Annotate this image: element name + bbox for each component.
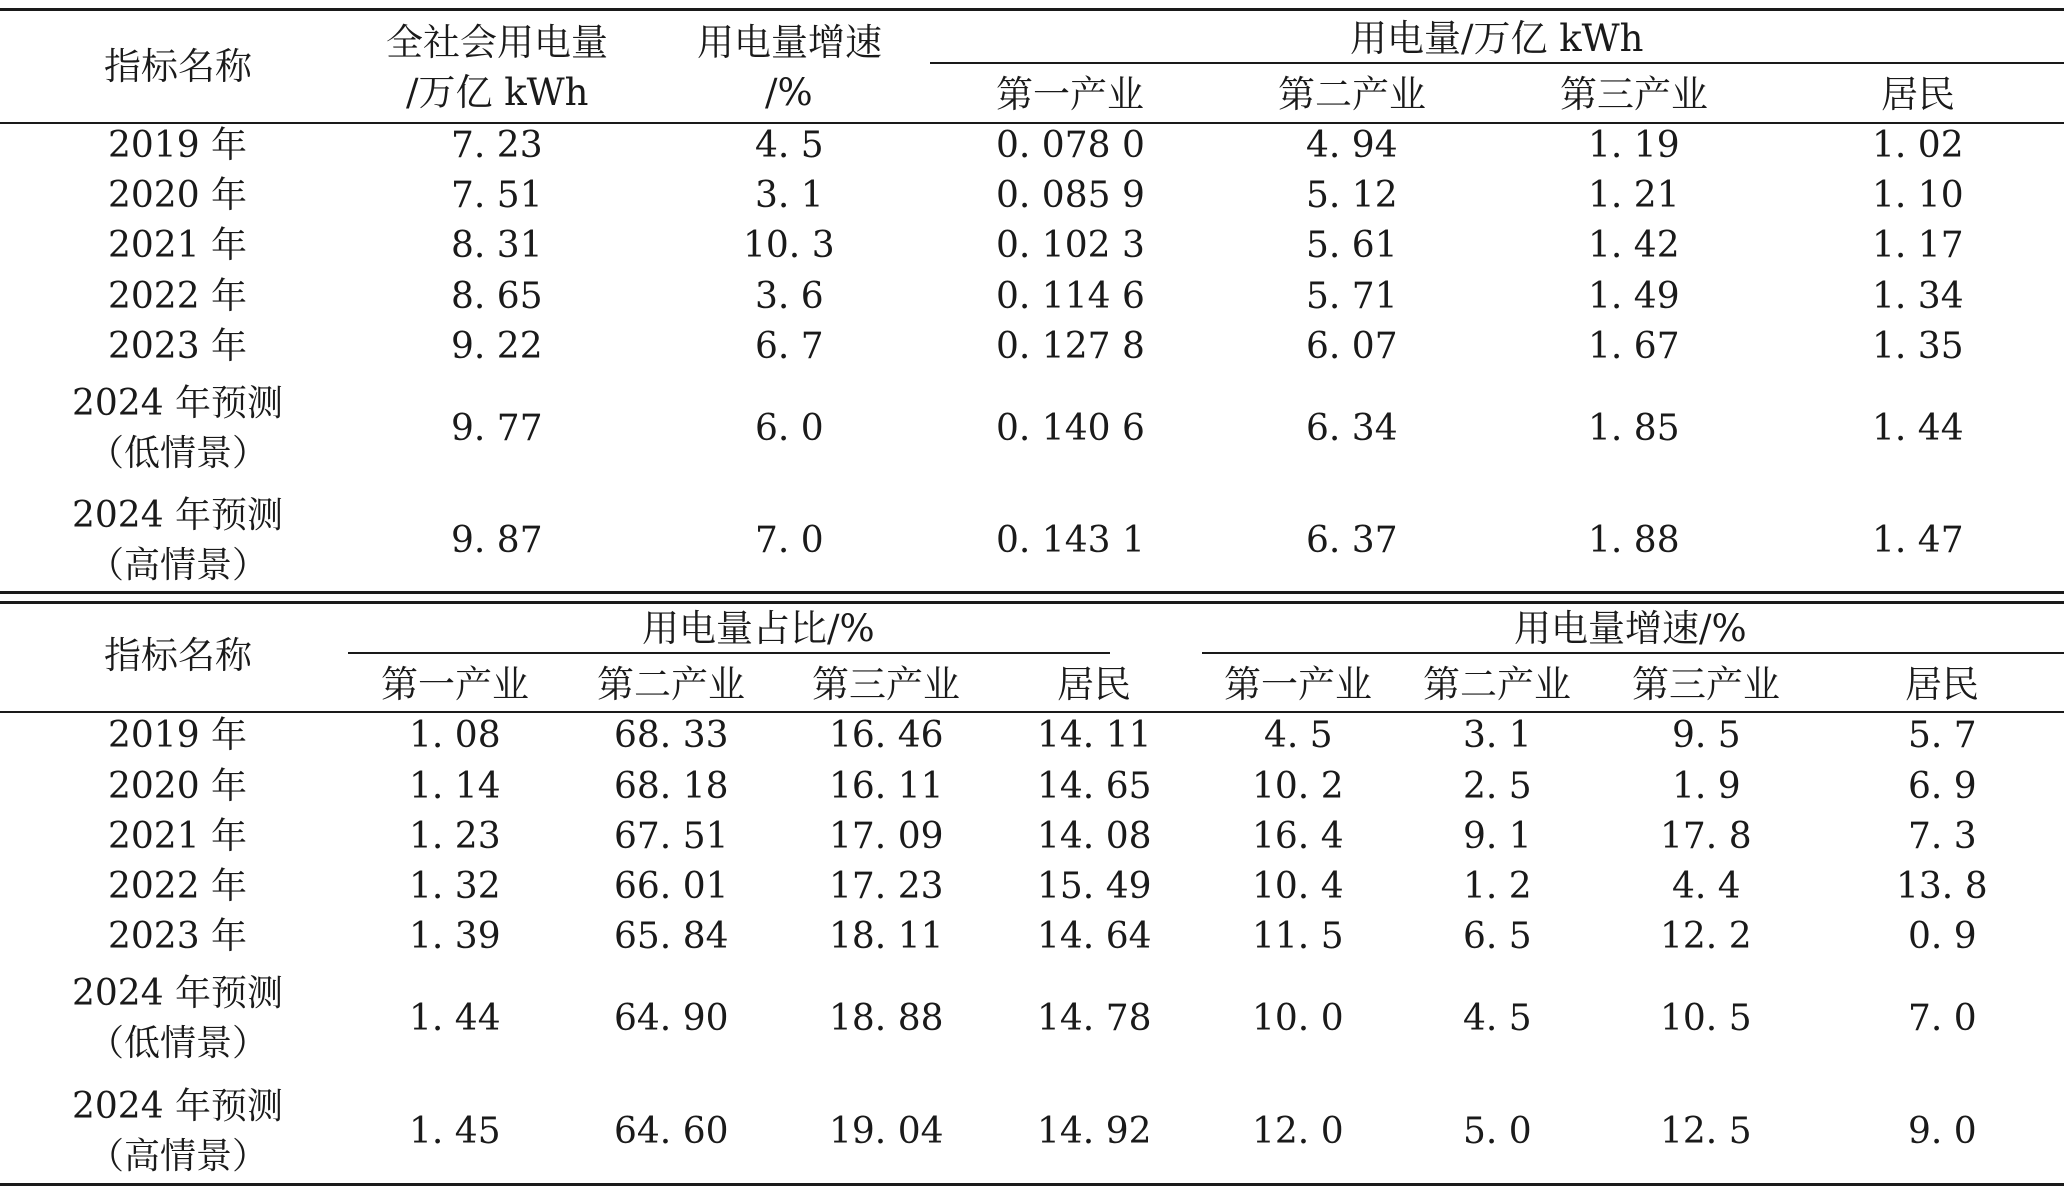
table2-cell: 10. 4 <box>1252 866 1344 907</box>
table2-bottom-rule <box>0 1183 2064 1186</box>
table2-cell: 4. 4 <box>1672 866 1741 907</box>
table2-cell: 17. 23 <box>829 866 944 907</box>
table2-header-sub-col: 第三产业 <box>812 663 960 706</box>
table2-header-sub-col: 第一产业 <box>1224 663 1372 706</box>
table1-row-label: 2022 年 <box>108 276 248 317</box>
table2-cell: 19. 04 <box>829 1111 944 1152</box>
table1-header-total-unit: /万亿 kWh <box>406 71 589 114</box>
table1-cell: 9. 22 <box>451 326 543 367</box>
table1-cell: 7. 51 <box>451 175 543 216</box>
table2-row-label: 2019 年 <box>108 715 248 756</box>
table2-header-sub-col: 第二产业 <box>597 663 745 706</box>
table1-cell: 1. 44 <box>1872 408 1964 449</box>
table1-cell: 1. 49 <box>1588 276 1680 317</box>
table2-header-sub-col: 第二产业 <box>1423 663 1571 706</box>
table1-row-label-sub: （低情景） <box>88 433 269 474</box>
table2-row-label: 2022 年 <box>108 866 248 907</box>
table2-cell: 65. 84 <box>614 916 729 957</box>
table1-header-sub-col: 第一产业 <box>996 73 1144 116</box>
table1-header-growth: 用电量增速 <box>697 21 882 64</box>
table2-cell: 5. 0 <box>1463 1111 1532 1152</box>
table2-cell: 16. 11 <box>829 766 944 807</box>
table1-header-sub-col: 第三产业 <box>1560 73 1708 116</box>
table2-cell: 1. 23 <box>409 816 501 857</box>
table1-header-group: 用电量/万亿 kWh <box>1350 17 1644 60</box>
table1-cell: 1. 17 <box>1872 225 1964 266</box>
table1-cell: 1. 88 <box>1588 520 1680 561</box>
table2-cell: 9. 1 <box>1463 816 1532 857</box>
table2-cell: 16. 46 <box>829 715 944 756</box>
table2-cell: 1. 44 <box>409 998 501 1039</box>
table1-header-growth-unit: /% <box>765 71 813 114</box>
table1-cell: 7. 23 <box>451 125 543 166</box>
table2-cell: 68. 18 <box>614 766 729 807</box>
table1-cell: 1. 35 <box>1872 326 1964 367</box>
table2-cell: 12. 2 <box>1660 916 1752 957</box>
table1-cell: 8. 31 <box>451 225 543 266</box>
table2-cell: 64. 90 <box>614 998 729 1039</box>
table1-cell: 3. 6 <box>755 276 824 317</box>
table1-cell: 8. 65 <box>451 276 543 317</box>
table1-cell: 1. 47 <box>1872 520 1964 561</box>
table2-cell: 66. 01 <box>614 866 729 907</box>
table1-row-label: 2019 年 <box>108 125 248 166</box>
table2-cell: 15. 49 <box>1037 866 1152 907</box>
table2-header-sub-col: 第三产业 <box>1632 663 1780 706</box>
table2-cell: 9. 5 <box>1672 715 1741 756</box>
table2-cell: 12. 0 <box>1252 1111 1344 1152</box>
table1-row-label: 2024 年预测 <box>72 495 284 536</box>
table2-cell: 68. 33 <box>614 715 729 756</box>
table1-cell: 6. 7 <box>755 326 824 367</box>
table2-cell: 14. 08 <box>1037 816 1152 857</box>
table1-cell: 0. 085 9 <box>996 175 1145 216</box>
table2-cell: 1. 39 <box>409 916 501 957</box>
table2-cell: 3. 1 <box>1463 715 1532 756</box>
table2-cell: 14. 92 <box>1037 1111 1152 1152</box>
table2-cell: 7. 3 <box>1908 816 1977 857</box>
table2-header-sub-col: 居民 <box>1905 663 1979 706</box>
table1-cell: 1. 21 <box>1588 175 1680 216</box>
table2-cell: 1. 14 <box>409 766 501 807</box>
table2-cell: 18. 11 <box>829 916 944 957</box>
table2-cell: 1. 08 <box>409 715 501 756</box>
table2-header-indicator: 指标名称 <box>104 634 252 677</box>
table1-header-indicator: 指标名称 <box>104 45 252 88</box>
table1-cell: 5. 71 <box>1306 276 1398 317</box>
table1-cell: 3. 1 <box>755 175 824 216</box>
table2-header-group-growth: 用电量增速/% <box>1514 607 1747 650</box>
table1-top-rule <box>0 8 2064 11</box>
table2-cell: 10. 2 <box>1252 766 1344 807</box>
table2-row-label-sub: （低情景） <box>88 1023 269 1064</box>
table1-header-rule <box>0 122 2064 124</box>
table1-cell: 1. 19 <box>1588 125 1680 166</box>
table1-row-label: 2023 年 <box>108 326 248 367</box>
table2-top-rule <box>0 601 2064 604</box>
table1-cell: 1. 85 <box>1588 408 1680 449</box>
table2-cell: 9. 0 <box>1908 1111 1977 1152</box>
table1-header-sub-col: 居民 <box>1881 73 1955 116</box>
table1-cell: 6. 0 <box>755 408 824 449</box>
table2-cell: 5. 7 <box>1908 715 1977 756</box>
table1-cell: 4. 94 <box>1306 125 1398 166</box>
table1-cell: 9. 87 <box>451 520 543 561</box>
table2-cell: 14. 78 <box>1037 998 1152 1039</box>
table1-row-label: 2021 年 <box>108 225 248 266</box>
table1-cell: 0. 143 1 <box>996 520 1145 561</box>
table2-header-sub-col: 居民 <box>1057 663 1131 706</box>
table1-cell: 7. 0 <box>755 520 824 561</box>
table1-cell: 6. 37 <box>1306 520 1398 561</box>
table2-header-rule <box>0 711 2064 713</box>
table1-header-total: 全社会用电量 <box>386 21 608 64</box>
table1-bottom-rule <box>0 591 2064 594</box>
table1-cell: 0. 140 6 <box>996 408 1145 449</box>
table2-cell: 17. 09 <box>829 816 944 857</box>
table1-cell: 4. 5 <box>755 125 824 166</box>
table2-row-label: 2020 年 <box>108 766 248 807</box>
table2-cell: 7. 0 <box>1908 998 1977 1039</box>
table1-cell: 1. 42 <box>1588 225 1680 266</box>
table2-row-label: 2023 年 <box>108 916 248 957</box>
table2-cell: 0. 9 <box>1908 916 1977 957</box>
table2-cell: 4. 5 <box>1463 998 1532 1039</box>
table2-cell: 10. 5 <box>1660 998 1752 1039</box>
table1-group-underline <box>930 62 2064 64</box>
table2-cell: 11. 5 <box>1252 916 1344 957</box>
table2-share-underline <box>348 652 1110 654</box>
table2-cell: 6. 5 <box>1463 916 1532 957</box>
table2-cell: 64. 60 <box>614 1111 729 1152</box>
table1-header-sub-col: 第二产业 <box>1278 73 1426 116</box>
table1-cell: 0. 127 8 <box>996 326 1145 367</box>
table1-cell: 6. 34 <box>1306 408 1398 449</box>
table2-cell: 14. 65 <box>1037 766 1152 807</box>
table2-cell: 14. 64 <box>1037 916 1152 957</box>
table2-row-label-sub: （高情景） <box>88 1136 269 1177</box>
table2-cell: 12. 5 <box>1660 1111 1752 1152</box>
table1-cell: 0. 078 0 <box>996 125 1145 166</box>
table1-cell: 1. 34 <box>1872 276 1964 317</box>
table1-cell: 0. 114 6 <box>996 276 1145 317</box>
table2-cell: 6. 9 <box>1908 766 1977 807</box>
table2-growth-underline <box>1202 652 2064 654</box>
table2-cell: 18. 88 <box>829 998 944 1039</box>
table2-cell: 1. 2 <box>1463 866 1532 907</box>
table2-header-group-share: 用电量占比/% <box>642 607 875 650</box>
table2-row-label: 2024 年预测 <box>72 973 284 1014</box>
table2-cell: 10. 0 <box>1252 998 1344 1039</box>
table2-cell: 67. 51 <box>614 816 729 857</box>
table2-cell: 4. 5 <box>1264 715 1333 756</box>
table2-cell: 1. 32 <box>409 866 501 907</box>
table2-cell: 1. 9 <box>1672 766 1741 807</box>
table1-cell: 1. 02 <box>1872 125 1964 166</box>
table2-row-label: 2021 年 <box>108 816 248 857</box>
table2-row-label: 2024 年预测 <box>72 1086 284 1127</box>
table2-cell: 16. 4 <box>1252 816 1344 857</box>
table2-cell: 13. 8 <box>1896 866 1988 907</box>
table2-cell: 17. 8 <box>1660 816 1752 857</box>
table2-cell: 14. 11 <box>1037 715 1152 756</box>
table2-cell: 2. 5 <box>1463 766 1532 807</box>
table2-header-sub-col: 第一产业 <box>381 663 529 706</box>
table1-cell: 1. 67 <box>1588 326 1680 367</box>
table1-cell: 5. 61 <box>1306 225 1398 266</box>
table2-cell: 1. 45 <box>409 1111 501 1152</box>
table1-cell: 0. 102 3 <box>996 225 1145 266</box>
table1-cell: 6. 07 <box>1306 326 1398 367</box>
table1-cell: 10. 3 <box>743 225 835 266</box>
table1-row-label-sub: （高情景） <box>88 545 269 586</box>
table1-row-label: 2020 年 <box>108 175 248 216</box>
table1-row-label: 2024 年预测 <box>72 383 284 424</box>
table1-cell: 5. 12 <box>1306 175 1398 216</box>
table1-cell: 1. 10 <box>1872 175 1964 216</box>
table1-cell: 9. 77 <box>451 408 543 449</box>
